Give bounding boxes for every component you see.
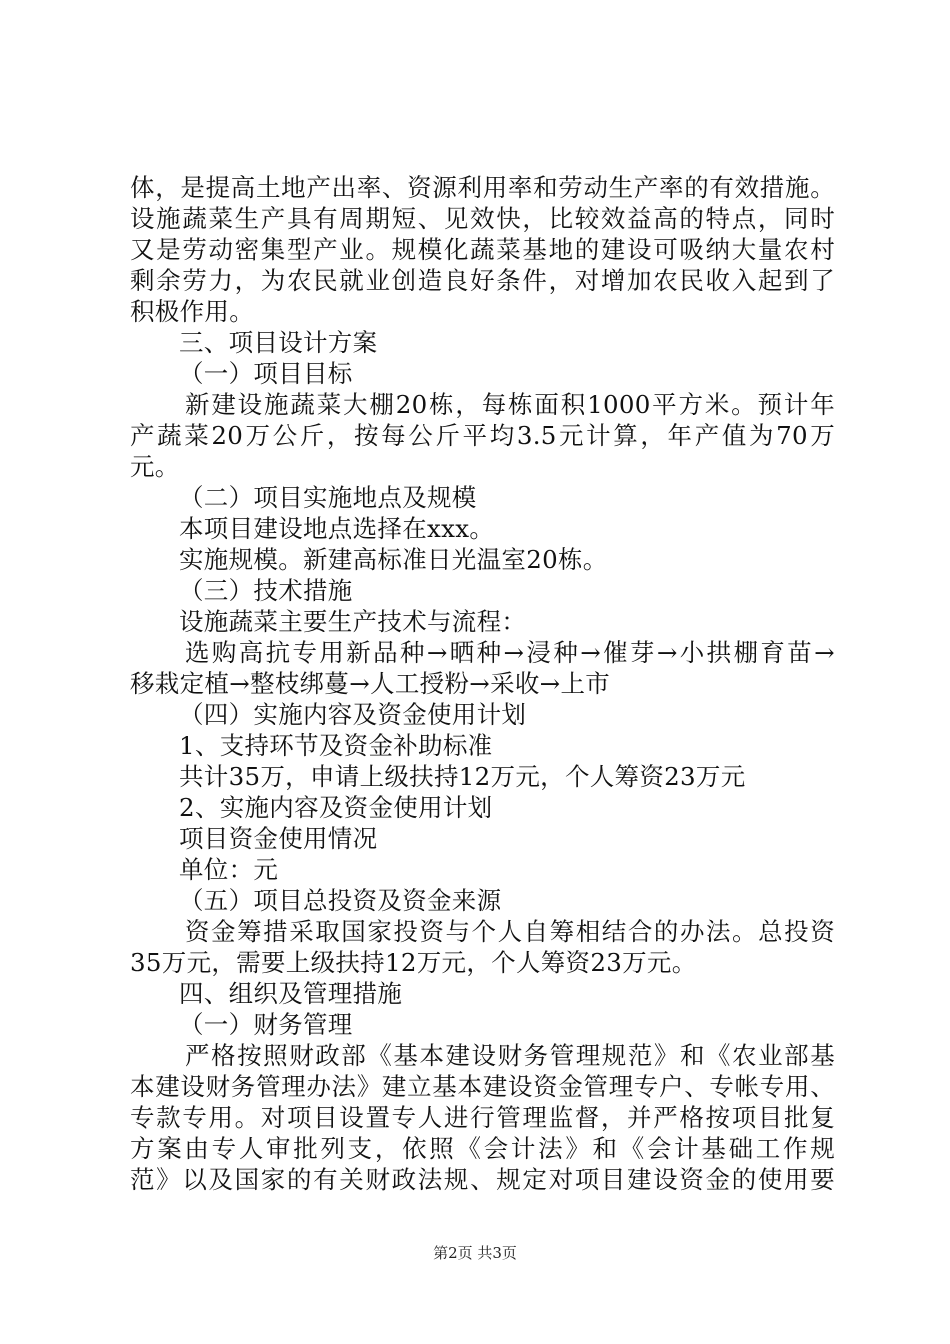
text-line: 剩余劳力，为农民就业创造良好条件，对增加农民收入起到了 [130,266,835,295]
text-line: 积极作用。 [130,297,254,326]
text-line: （一）项目目标 [179,359,353,388]
text-line: 专款专用。对项目设置专人进行管理监督，并严格按项目批复 [130,1103,835,1132]
text-line: 资金筹措采取国家投资与个人自筹相结合的办法。总投资 [185,917,835,946]
text-line: （一）财务管理 [179,1010,353,1039]
text-line: 方案由专人审批列支，依照《会计法》和《会计基础工作规 [130,1134,835,1163]
text-line: 1、支持环节及资金补助标准 [179,731,493,760]
text-line: （四）实施内容及资金使用计划 [179,700,527,729]
text-line: 四、组织及管理措施 [179,979,403,1008]
text-line: 严格按照财政部《基本建设财务管理规范》和《农业部基 [185,1041,835,1070]
text-line: 新建设施蔬菜大棚20栋，每栋面积1000平方米。预计年 [185,390,835,419]
page-footer: 第2页 共3页 [433,1244,517,1262]
text-line: 移栽定植→整枝绑蔓→人工授粉→采收→上市 [130,669,611,698]
text-line: （三）技术措施 [179,576,353,605]
text-line: 元。 [130,452,180,481]
text-line: 项目资金使用情况 [179,824,378,853]
text-line: 单位：元 [179,855,279,884]
text-line: 本建设财务管理办法》建立基本建设资金管理专户、专帐专用、 [130,1072,835,1101]
text-line: 又是劳动密集型产业。规模化蔬菜基地的建设可吸纳大量农村 [130,235,835,264]
text-line: 实施规模。新建高标准日光温室20栋。 [179,545,608,574]
text-line: （五）项目总投资及资金来源 [179,886,502,915]
text-line: 产蔬菜20万公斤，按每公斤平均3.5元计算，年产值为70万 [130,421,835,450]
text-line: 本项目建设地点选择在xxx。 [179,514,495,543]
text-line: 共计35万，申请上级扶持12万元，个人筹资23万元 [179,762,746,791]
text-line: 选购高抗专用新品种→晒种→浸种→催芽→小拱棚育苗→ [185,638,835,667]
text-line: （二）项目实施地点及规模 [179,483,477,512]
text-line: 设施蔬菜主要生产技术与流程： [179,607,527,636]
text-line: 范》以及国家的有关财政法规、规定对项目建设资金的使用要 [130,1165,835,1194]
text-line: 2、实施内容及资金使用计划 [179,793,493,822]
text-line: 三、项目设计方案 [179,328,378,357]
text-line: 体，是提高土地产出率、资源利用率和劳动生产率的有效措施。 [130,173,835,202]
document-body [130,172,835,1195]
text-line: 35万元，需要上级扶持12万元，个人筹资23万元。 [130,948,697,977]
text-line: 设施蔬菜生产具有周期短、见效快，比较效益高的特点，同时 [130,204,835,233]
